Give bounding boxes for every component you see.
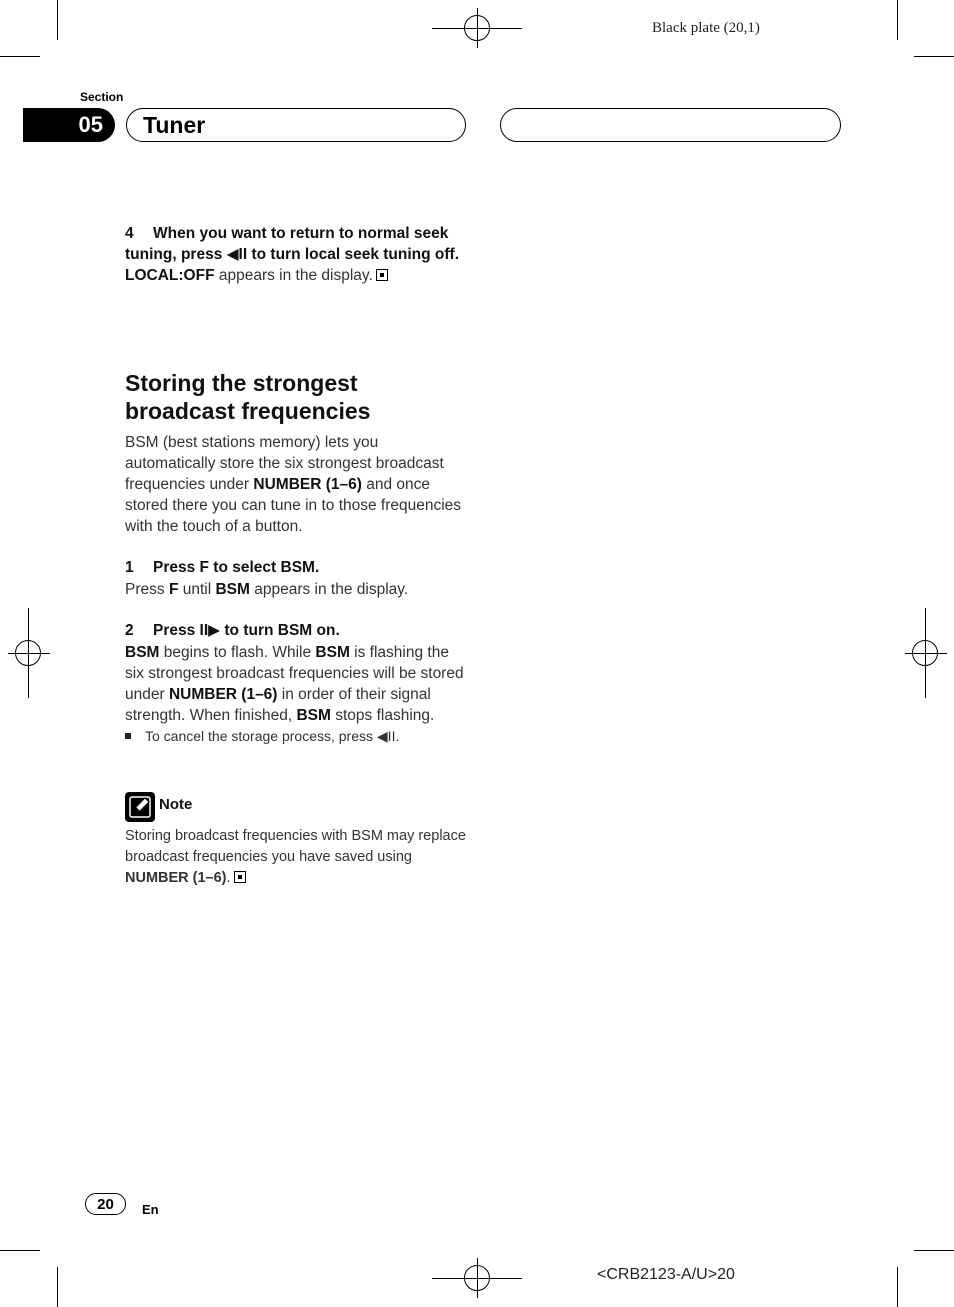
step-1-heading: 1 Press F to select BSM. [125,558,470,579]
section-number: 05 [23,108,115,142]
registration-circle [464,1265,490,1291]
crop-mark [914,56,954,57]
note-text: Storing broadcast frequencies with BSM may replace broadcast frequencies you have saved using NUMBER (1–6). [125,828,466,886]
crop-mark [914,1250,954,1251]
end-mark-icon [376,269,388,281]
registration-circle [912,640,938,666]
crop-mark [897,0,898,40]
step-4-body: LOCAL:OFF appears in the display. [125,265,470,286]
seek-left-icon: ◀II [376,727,396,744]
registration-circle [15,640,41,666]
note-label: Note [159,796,193,813]
plate-label: Black plate (20,1) [652,20,760,36]
end-mark-icon [234,871,246,883]
crop-mark [0,56,40,57]
crop-mark [0,1250,40,1251]
step-1 [125,558,470,600]
crop-mark [57,1267,58,1307]
language-code: En [142,1202,159,1217]
crop-mark [57,0,58,40]
crop-mark [897,1267,898,1307]
bsm-intro: BSM (best stations memory) lets you automatically store the six strongest broadcast frequencies under NUMBER (1–6) and once stored there you can tune in to those frequencies with the touch of a button. [125,434,462,535]
step-1-body: Press F until BSM appears in the display. [125,580,409,598]
step-2 [125,621,470,746]
bullet-square-icon [125,733,131,739]
section-title-text: Tuner [143,111,206,138]
section-label: Section [80,90,124,104]
seek-right-icon: II▶ [199,622,221,639]
step-4 [125,224,470,286]
step-2-body: BSM begins to flash. While BSM is flashing the six strongest broadcast frequencies will be stored under NUMBER (1–6) in order of their signal strength. When finished, BSM stops flashing. [125,643,464,724]
section-title [126,108,466,142]
step-4-heading: 4 When you want to return to normal seek tuning, press ◀II to turn local seek tuning off. [125,225,460,263]
cancel-bullet: To cancel the storage process, press ◀II. [125,726,470,746]
page-number: 20 [85,1193,126,1215]
step-number: 4 [125,225,134,242]
step-number: 1 [125,559,134,576]
empty-title-pill [500,108,841,142]
bsm-heading: Storing the strongest broadcast frequencies [125,370,371,424]
document-code: <CRB2123-A/U>20 [597,1266,735,1283]
pencil-icon [125,792,155,822]
step-number: 2 [125,622,134,639]
registration-circle [464,15,490,41]
step-2-heading: 2 Press II▶ to turn BSM on. [125,621,470,642]
seek-left-icon: ◀II [226,245,248,263]
